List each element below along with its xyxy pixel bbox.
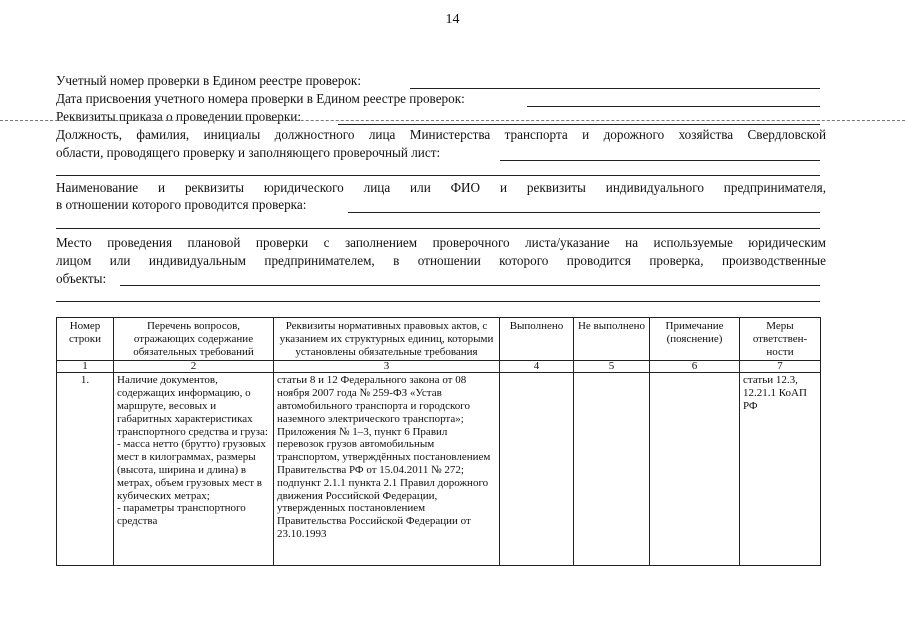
col-number: 5 [574, 361, 650, 373]
checklist-table [56, 317, 821, 566]
order-details-label: Реквизиты приказа о проведении проверки: [56, 109, 301, 124]
entity-blank [348, 212, 820, 213]
row-note-cell[interactable] [650, 373, 740, 566]
entity-label-line1: Наименование и реквизиты юридического лица или ФИО и реквизиты индивидуального предпринимателя, [56, 180, 826, 195]
row-not-done-cell[interactable] [574, 373, 650, 566]
place-label-line2: лицом или индивидуальным предпринимателем, в отношении которого проводится проверка, производственные [56, 253, 826, 268]
header-note: Примечание (пояснение) [650, 318, 740, 361]
entity-label-line2: в отношении которого проводится проверка: [56, 197, 307, 212]
col-number: 3 [274, 361, 500, 373]
col-number: 7 [740, 361, 821, 373]
registry-date-label: Дата присвоения учетного номера проверки в Едином реестре проверок: [56, 91, 465, 106]
row-question: Наличие документов, содержащих информацию, о маршруте, весовых и габаритных характеристиках транспортного средства и груза: - масса нетто (брутто) грузовых мест в килограммах, размеры (высота, ширина и длина) в метрах, объем грузовых мест в кубических метрах; - параметры транспортного средства [114, 373, 274, 566]
header-row-number: Номер строки [57, 318, 114, 361]
col-number: 4 [500, 361, 574, 373]
dashed-divider [0, 120, 905, 121]
row-number: 1. [57, 373, 114, 566]
row-done-cell[interactable] [500, 373, 574, 566]
place-blank [120, 285, 820, 286]
place-blank-2 [56, 301, 820, 302]
registry-number-blank [410, 88, 820, 89]
entity-blank-2 [56, 228, 820, 229]
col-number: 1 [57, 361, 114, 373]
header-questions: Перечень вопросов, отражающих содержание обязательных требований [114, 318, 274, 361]
registry-number-label: Учетный номер проверки в Едином реестре проверок: [56, 73, 361, 88]
header-done: Выполнено [500, 318, 574, 361]
page-number: 14 [445, 12, 460, 27]
registry-date-blank [527, 106, 820, 107]
row-liability: статьи 12.3, 12.21.1 КоАП РФ [740, 373, 821, 566]
place-label-line1: Место проведения плановой проверки с заполнением проверочного листа/указание на используемые юридическим [56, 235, 826, 250]
col-number: 2 [114, 361, 274, 373]
place-label-line3: объекты: [56, 271, 107, 286]
official-blank [500, 160, 820, 161]
table-header-row [57, 318, 821, 361]
official-label-line1: Должность, фамилия, инициалы должностного лица Министерства транспорта и дорожного хозяйства Свердловской [56, 127, 826, 142]
header-liability: Меры ответствен-ности [740, 318, 821, 361]
header-not-done: Не выполнено [574, 318, 650, 361]
column-number-row [57, 361, 821, 373]
official-blank-2 [56, 175, 820, 176]
row-legal-acts: статьи 8 и 12 Федерального закона от 08 ноября 2007 года № 259-ФЗ «Устав автомобильного транспорта и городского наземного электрического транспорта»; Приложения № 1–3, пункт 6 Правил перевозок грузов автомобильным транспортом, утверждённых постановлением Правительства РФ от 15.04.2011 № 272; подпункт 2.1.1 пункта 2.1 Правил дорожного движения Российской Федерации, утвержденных постановлением Правительства Российской Федерации от 23.10.1993 [274, 373, 500, 566]
order-details-blank [338, 124, 820, 125]
header-legal-acts: Реквизиты нормативных правовых актов, с указанием их структурных единиц, которыми установлены обязательные требования [274, 318, 500, 361]
official-label-line2: области, проводящего проверку и заполняющего проверочный лист: [56, 145, 441, 160]
table-row [57, 373, 821, 566]
col-number: 6 [650, 361, 740, 373]
